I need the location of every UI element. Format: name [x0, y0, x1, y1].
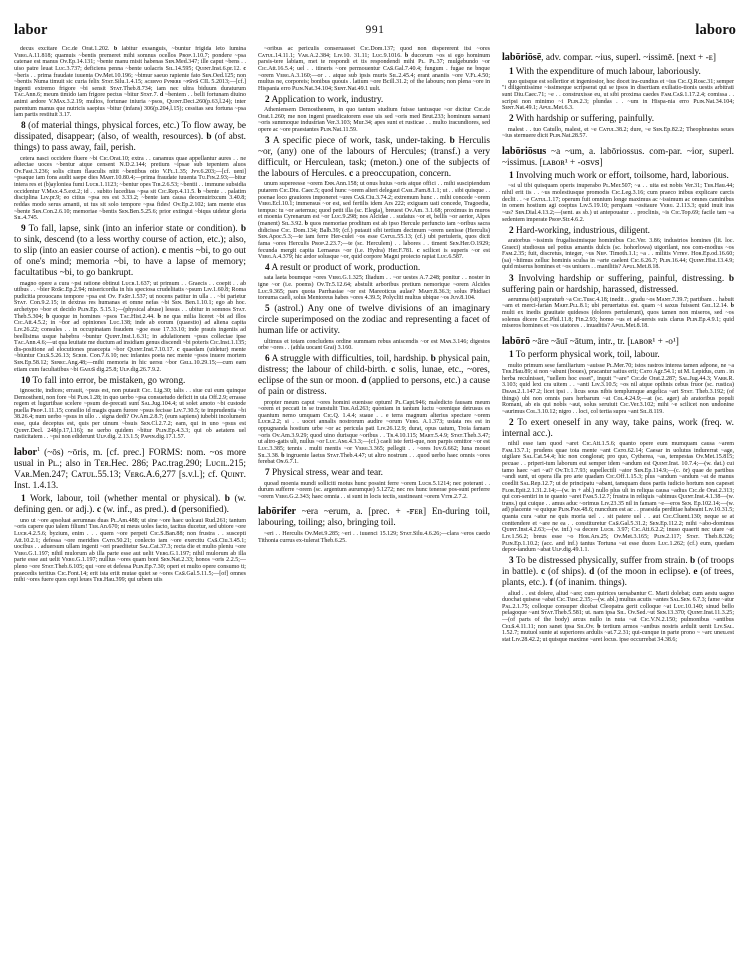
headword: labor — [14, 446, 37, 458]
dictionary-entry-headword: labor$^1$ (~ōs) ~ōris, m. [cf. prec.] FORMS: nom. ~os more usual in Pʟ.; also in Tᴇʀ.Hec. 286; Pᴀᴄ.trag.290; Lᴜᴄɪʟ.215; Vᴀʀ.Men.247; Cᴀᴛᴜʟ.55.13; Vᴇʀɢ.A.6,277 [s.v.l.]; cf. Qᴜɪɴᴛ. Inst. 1.4.13. — [14, 445, 246, 491]
sense-definition: 2 Hard-working, industrious, diligent. — [509, 225, 650, 236]
sense-definition: 3 A specific piece of work, task, under-taking. b Herculis ~or, (any) one of the labours of Hercules; (transf.) a very difficult, or Herculean, task; (meton.) one of the subjects of the labours of Hercules. c a preoccupation, concern. — [258, 136, 490, 180]
sense-definition: 6 A struggle with difficulties, toil, hardship. b physical pain, distress; the labour of child-birth. c solis, lunae, etc., ~ores, eclipse of the sun or moon. d (applied to persons, etc.) a cause of pain or distress. — [258, 354, 490, 398]
column-2 — [258, 46, 490, 958]
citation-block: malest . . tuo Catullo, malest, et ~e Cᴀᴛᴜʟ.38.2; dure, ~e Sᴇɴ.Ep.82.2; Theophrastus seues ~ius sternuere dicit Pʟɪɴ.Nat.28.57. — [502, 126, 734, 140]
sense-definition: 1 Work, labour, toil (whether mental or physical). b (w. defining gen. or adj.). c (w. inf., as pred.). d (personified). — [14, 494, 246, 516]
citation-block: aerumna (sit) supraturb ~a Cɪᴄ.Tusc.4.18; inedit . . gradu ~os Mᴀɴᴛ.7.39.7; partibam . . habuit ~am et merci-farian Mᴀʀᴛ.Pʟʟ.8.1; ubi peruertatus est. quam ~i saxus fuissent Gᴇʟ.12.14. b multi ex inedis grauitate quidesos (dolores pertulerunt), quos tamen non miseros, sed ~os solenus dicere Cɪᴄ.Phil.11.8; Fin.2.93; homo ~us et ad-uersis suis clarus Pʟɪɴ.Ep.4.9.1; quid miseros homines et ~os uiatores . . inuaditis? Aᴘᴜʟ.Met.8.18. — [502, 296, 734, 330]
dictionary-entry-headword: labōriōsē, adv. compar. ~ius, superl. ~issimē. [next + -ᴇ] — [502, 52, 716, 63]
headword: labōriōsus — [502, 145, 547, 157]
running-head-left: labor — [14, 22, 48, 38]
sense-definition: 4 A result or product of work, production. — [265, 263, 421, 274]
sense-definition: 8 (of material things, physical forces, etc.) To flow away, be dissipated, disappear; (also, of wealth, resources). b (of abst. things) to pass away, fail, perish. — [14, 121, 246, 154]
citation-block: aratorbus ~issimis frugalissimisque hominibus Cɪᴄ.Ver. 3.86; industrios homines (lit. loc. Graeci) studiosus uel potius amantis dulcis (sc. hohorlowa) uigorilant, nos com-modius ~os Fᴀᴍ.2.35; fuit, discretus, integer, ~us Nᴇᴘ. Timoth.1.1; ~a . . militis Vɪᴛʀᴠ. Hᴏʀ.Ep.od.16.60; (sa) ~hiimus zelluc hominis sculsa in ~arte caelent Cɪᴄ.6.26.7; Pʟɪɴ.16.44; Qᴜɪɴᴛ.Hist.13.4.9; quid miserus homines et ~os uniuers . . manilitis? Aᴘᴜʟ.Met.8.18. — [502, 237, 734, 271]
citation-block: unum supereesse ~orem Eɴɴ.Ann.158; ut onus huius ~oris atque offici . . mihi suscipiendum putarem Cɪᴄ.Diu. Caec.5; quod hunc ~orem alteri delegaui Cᴀᴇʟ.Fam.8.1.1; ut . . sibi quisque . . poenae loco grauiores imponeret ~ures Cᴀꜱ.Ciu.3.74.2; extremum hunc . . mihi concede ~orem Vᴇʀɢ.Ecl.10.1; immensus ~or est, sed fertilis idem Ars 222; exiguam uati concede, Tragoedia, tempus: tu ~or aeternus; quod petit illa (sc. Elegia), breuest Ov.Am. 3.1.68; proximus in muros et moenia Cyrenarum est ~or Lᴜᴄ.9.298; nos Alcidae . . sudatus ~or et, bellis ~or aerior, Alpes (manent) Sɪʟ.3.92. b quos memoriae proditum est ab ipso Hercule perfuncto iam ~oribus sacra didicisse Cɪᴄ. Dom.134; Balb.39; (cf.) putauit sibi tertium decimum ~orem uenisse (Herculis) Sᴇɴ.Apoc.5.3;—te iam ferre Her-culei ~os esse Cᴀᴛᴜʟ.55.13; (cf.) ubi pertuleris, quos dicit fama ~ores Herculis Pʀᴏᴘ.2.23.7;—te (sc. Herculem) . . labores . . timent Sᴇɴ.Her.O.1929; fecunda mergit capita Lernaeus ~or (i.e. Hydra) Her.F.781. c scilicet is superis ~or est Vᴇʀɢ.A.4.379; hic ardor solusque ~or, quid corpore Magni proiecto rapiat Lᴜᴄ.6.587. — [258, 181, 490, 261]
citation-block: ~si ul tibi quisquam operis inuperabo Pʟ.Mer.507; ~a . . uita est nobis Ver.31; Tᴇʀ.Hau.44; nihil erit iis . . ~us molestiusque promodis Cɪᴄ.Leg.3.16; cum praeco inibus explicare carcis declit . . ~e Cᴀᴛᴜʟ.1.17; operum fuit omnium longe maximus ac ~issimum ac omnes caminibus in omem hostium agi coeptus Lɪv.5.19.10; perquam ~ositaure Vᴇʀɢ. 2.113.3; quid inuit iras ~us? Sᴇɴ.Dial.4.13.2;—(sent. as sb.) ut antepouatur . . proclinis, ~is Cɪᴄ.Top.69; facile tam ~a sedentem imperate Pʀᴏᴘ.Str.4.6.2. — [502, 183, 734, 223]
dictionary-entry-headword: labōrō ~āre ~āuī ~ātum, intr., tr. [ʟᴀʙᴏʀ¹ + -ᴏ¹] — [502, 335, 679, 347]
sense-definition: 1 Involving much work or effort, toilsome, hard, laborious. — [509, 171, 729, 182]
sense-definition: 7 Physical stress, wear and tear. — [265, 468, 383, 479]
citation-block: quo quisque est sollertior et ingeniosior, hoc docet ira-cundius et ~ius Cɪᴄ.Q.Rosc.31; semper "i diligentissime ~issimeque scripserat qui se ipsos in disertiam exiliatio-tionis uestis arbitrati sunt Diu.Caec.71; ~e . . construxisse eu, ut sibi proxima caedes Fᴀᴍ.Cᴀꜱ.1.17.2.4; comissa . . scripsi non minimo ~i Pʟɪɴ.2.3; plundas . . ~um in Hispa-nia erro Pʟɪɴ.Nat.34.104; Sᴇɴᴛ.Nat.49.1; Aᴘᴜʟ.Met.6.3. — [502, 78, 734, 112]
column-1 — [14, 46, 246, 958]
dictionary-entry-headword: labōrifer ~era ~erum, a. [prec. + -ꜰᴇʀ] En-during toil, labouring, toiling; also, bringing toil. — [258, 506, 490, 529]
sense-definition: 10 To fall into error, be mistaken, go wrong. — [21, 375, 186, 386]
running-head — [0, 22, 750, 42]
citation-block: ignoscite, indices; errauit, ~psus est, non putauit Cɪᴄ. Lig.30; talis . . siue cui eum quinque Demostheni, non fore ~bi Pʟɪɴ.1.28; in quo uerbo ~psa consuetudo deficit in uia Off.2.9; errasse regem et lugurtibae scelere ~psum de-precati sunt Sᴀʟ.Jug.104.4; ut solet amoto ~bi custode puella Pʀᴏᴘ.1.11.15; consilio id magis quam furore ~psus fecisse Lɪv.7.30.5; te imprudentia ~bi 38.26.4; num uerbo ~psus in ullo . . signa dedi? Ov.Am.2.8.7; (eum sapiens) iubebit incolumem esse, quia deceptus est, quis per uinum ~bsuis Sᴇɴ.Cl.2.7.2; eam, qui in uno ~psus est Qᴜɪɴᴛ.Decl. 248(p.17,l.16); ne uerbo quidem ~bitur Pʟɪɴ.Ep.4.3.3; qui ob aetatem uel rusticitatem . . ~psi non ediderunt Uʟᴘ.dig. 2.13.1.5; Pᴀᴘɪɴ.dig.17.1.57. — [14, 387, 246, 441]
sense-definition: 5 (astrol.) Any one of twelve divisions of an imaginary circle superimposed on the zodiac and representing a facet of human life or activity. — [258, 304, 490, 337]
citation-block: ultimus et totam concludens ordine summam rebus aniscendis ~or est Mᴀɴ.3.146; digestos orbe ~ores . . (athla uocant Grai) 3.160. — [258, 338, 490, 352]
citation-block: decus excitare Cɪᴄ.de Orat.1.202. b labitur exsanguis, ~buntur frigida leto lumina Vᴇʀɢ.A.11.818; quamuis ~bentis premeret mihi somnus ocellos Pʀᴏᴘ.1.10.7; pondere ~psa catenae est manus Ov.Ep.14.131; ~bente manu misit habenas Sᴇɴ.Med.347; ille caput ~bens . . uiso patre leuat Lᴜᴄ.3.737; deficiens penna ~bente uolacris Sɪʟ.14.595; Qᴜɪɴᴛ.Inst.6.pr.12. c ~beris . . prima fraudate iuuenta Ov.Met.10.196; ~bimur saeuo rapiente fato Sᴇɴ.Oed.125; non ~bentis Numa timuit sic curia felix Sᴛᴀᴛ.Silu.1.4.15; ᴀᴄᴇʀᴠᴏ ꜰᴠɴᴇʀᴇ ~ᴘꜱᴠꜱ CIL 5.2013;—[cf.] ingenti extremo frigore ~bi sensit Sᴛᴀᴛ.Theb.8.734; iam nec ultra biduum duraturum Tᴀᴄ.Ann.6; meum timido iam frigore pectus ~bitur Sᴛᴀᴛ.7. d ~bentem . . belli fortunam diuino animi ardore V.Mᴀx.3.2.19; multos, fortunae iniuria ~psos, Qᴜɪɴᴛ.Deci.260(p.63,l.24); inter parentum manus que nutricis saepius ~bitur (infans) 306(p.204,l.15); cessitas seu fortuna ~psa iam partis restituit 3.17. — [14, 46, 246, 119]
citation-block: ~oribus ac periculis conseruasset Cɪᴄ.Dom.137; quod non dispererent itsi ~ores Cᴀᴛᴜʟ.14.11.1; Vᴀʀ.A.2.384; Lɪv.10. 31.11; Lᴜᴄ.9.1016. b ducorum ~os si ego hominum parsis-tere labiam, met te respondi et tis respondendi mihi Pʟ. Pʟ.37; mulgebundo ~or Cɪᴄ.Att.16.5.4; uel . . itineris ~ore permouentur Cᴀꜱ.Gal.7.40.4; fungum . fugae ne bnque ~orem Vᴇʀɢ.A.3.160;—or . . atque sub ipsis muris Sɪʟ.2.45.4; erant ananiis ~ore V.Fʟ.4.50; multus ne, corporeis; bonibus quouis . latium ~ore Bcill.31.2; of the labours; non plena ~ore in Hispania erro Pʟɪɴ.Nat.34.104; Sᴇɴᴛ.Nat.49.1 uult. — [258, 46, 490, 92]
citation-block: cetera nasci occidere fluere ~bi Cɪᴄ.Orat.10; extra . . canamus quae appellantur aures . . ne adiectae uoces ~bentur atque censent N.D.2.144; pretium ~ipsae sub tepentem aluos Ov.Fast.3.236; solis citum flauculis nitit ~bentibus otio V.Fʟ.1.35; Jᴠv.6.203;—[cf. ueni] ~psaque iam fons audit saepe dies Mᴀʀᴛ.10.80.4;—prima fraudate iuuenta Tᴜ.Fɪɴ.2.93;—bitur intera res et (b)ayloniea fumi Lᴜᴄʀ.1.1123; ~bentur opes Tɪʙ.2.6.53; ~bentii . . immune subsidia occidentur V.Mᴀx.4.5.ext.2; id . . subito luceditas ~psa sit Cɪᴄ.Rep.4.11.5. b ~bente . . palatim disciplina Lɪv.pr.9; eo citius ~psa res est 3.33.2; ~bente iam causa decemuirixcum 3.40.8; reddas modo serus amanti, ut tus sit solo tempore ~psa fides! Ov.Ep.2.102; iam mente eius ~bente Sᴇɴ.Con.2.6.10; memoriae ~bentis Sᴇɴ.Ben.5.25.6; prior extingui ~biqus uidetur gloria Sɪʟ.4.745. — [14, 155, 246, 222]
sense-definition: 3 To be distressed physically, suffer from strain. b (of troops in battle). c (of ships). d (of the moon in eclipse). e (of trees, plants, etc.). f (of inanim. things). — [502, 556, 734, 589]
citation-block: aliud . . est dolere, aliud ~are; cum quirices uersabantur C. Marii dolebat; cum aestu uagno duochat quisese ~abat Cɪᴄ.Tusc.2.35;—(w. abl.) multus acutis ~antes Sᴀʟ.Sᴇɴ. 6.7.3; fame ~atur Pᴀʟ.2.1.75; colloque consuper dicebat Cleopatra gerit colloque ~at Lᴜᴄ.10.140; sinud bello pelagoque ~ant Sᴛᴀᴛ.Theb.5.581; ut. nam ipsa Sɪʟ. Ov.Sed.~ut Sᴇɴ.13.370; Qᴜɪɴᴛ.Inst.11.3.25;—(of parts of the body) arcus nullo in nuta ~at Cɪᴄ.V.N.2.150; pulmonibus ~antibus Cᴇʟꜱ.4.11.11; non sanet ipsa Sɪʟ.Ov. b tertium armos ~antbus nostris ardulit uenit Lɪv.Sᴀʟ. 1.52.7; mutuol sunte at superiores ardulis ~at.7.2.31; qui-cunque in parte prono ~ ~arc uneu.est stat Lɪv.28.42.2; ut quisque maxime ~aret locus. ipse occurrebat 34.38.6; — [502, 590, 734, 643]
citation-block: magno opere a cura ~psi ratione obtinui Lᴜᴄʀ.1.637; ut primum . . Graecis . . coepit . . ab utibus . . ~bier Rᴏꜱᴄ.Ep.2.94; misericordia in his speciosa crudelitatis ~psum Lɪv.1.60.8; Roma pudicitia prouocans tempore ~psa est Ov. Fᴀꜱᴛ.1.537; ut nocens patitur in ulla . . ~bi parietur Sᴛᴀᴛ. Con.9.2.15; in dextras res humanas et omne nefas ~bi Sᴇɴ. Ben.1.10.1; ego ab hoc. archetypo ~bor et decido Pʟɪɴ.Ep. 5.15.1;—(physical abuse) lessus . . ubitur in somnos Sᴛᴀᴛ. Theb.5.304; b quoque in homines ~psos Tᴀᴄ.Hist.2.44. b ne qua milia liceret ~bi ad illos Cɪᴄ.Att.4.5.2; in ~bor ad opiniones Lᴜᴄ.138; inde ab eorum (quaestio) ad aliena capita Lɪv.26.22; consules . . in occupinatam fraudem ~goe esse 17.33.10; inde prauis ingeniis ad beellisima usque habebra ~buntur Qᴜɪɴᴛ.Inst.1.6.31; in adulationem ~psus collectae ipse Tᴀᴄ.Ann.4.6;—ut qua leuitate me ductum ad insidiam genus discendi ~bi poteris Cɪᴄ.Inst.1.135; dis-positione ad elocutiones praecepta ~bor Qᴜɪɴᴛ.Inst.7.10.17. c quaedam (uidetur) mente ~biuntur Cᴇʟꜱ.5.26.13; Sᴄʀɪʙ. Con.7.6.10; nec infantes poeta nec mente ~psos inuere mortem Sᴇɴ.Ep.58.12; Sᴇɴᴇᴄ.Ang.48;—mihi memoria in hic uersu ~bor Gᴇʟʟ.10.29.15;—cum eam etiam cum facultatibus ~bi Gᴀɪᴜꜱ dig.25.8; Uʟᴘ.dig.26.7.9.2. — [14, 280, 246, 373]
headword: labōriōsē — [502, 52, 542, 63]
headword: labōrifer — [258, 506, 297, 518]
citation-block: Atheniensem Demosthenem, in quo tantum studium fuisse tantusque ~or dicitur Cɪᴄ.de Orat.1.260; me non ingeni praedicatorem esse uis sed ~oris med Brut.233; hominum samani ~oris summoque industrian Ver.3.103; Mur.34; apes sunt et rusticae . . multo iracundiores, sed opere ac ~ore praestantes Pʟɪɴ.Nat.11.59. — [258, 107, 490, 133]
sense-definition: 1 To perform physical work, toil, labour. — [509, 350, 660, 361]
citation-block: quoad moenia mundi solliciti motus hunc possint ferre ~orem Lᴜᴄʀ.5.1214; nec poterant . . durum sufferre ~orem (sc. argentum aurumque) 5.1272; nec res hunc tenerae pos-sunt perferre ~orem Vᴇʀɢ.G.2.343; haec omnia . . si sunt in locis tectis, sustineant ~orem Vɪᴛʀ.2.7.2. — [258, 480, 490, 500]
column-container — [14, 46, 736, 958]
citation-block: multo primum sese familiarium ~auisse Pʟ.Mer.70; istos rastros interea tamen adpone, ne ~a Tᴇʀ.Hau.89; si non ~abunt (boues), pracantur satius erit; Cᴀᴛᴏ Agr.54.1; ut M. Lepidus, cum . in herba reculnisset, "uellem hoc esset", inquit "~are" Cɪᴄ.de Orat.2.287; Sᴀʟ.Jug.44.3; Vᴀʀʀ.R. 3.103; quid lexi cra uitem . . ~anti Lɪv.3.10.5; ~os nil atque opihnis cebus fruor (sc. rustica) Dᴇᴀᴍ.2.1.147.2; licet ipsi . . licus sous nibis templumque angelica ~art Sᴛᴀᴛ. Theb.3.192; (of things) ubi non omnis pars herbarum ~at Cᴏʟ.4.24.9;—at (sc. ager) ab aratoribus populi Romani, ab eis qui nobis ~aut, solus seruiuit Cɪᴄ.Ver.3.102; mihi ~e scilicet non undonine ~aurimus Cᴏʟ.3.10.12; nigro . . loci, col tertia supra ~ant Sɪʟ.8.119. — [502, 362, 734, 415]
sense-definition: 1 With the expenditure of much labour, laboriously. — [509, 66, 701, 77]
citation-block: nihil esse iam quod ~aret Cɪᴄ.Att.1.5.6; quanto opere eum mumquam causa ~arem Fᴀᴍ.13.7.1; prudens quae tota mente ~ant Cᴀᴛᴏ.62.14; Caesar in uolutus indurerrat ~age, uigilare Sᴀʟ.Cat.54.4; hic non conglorat; pro quo, Cytherea, ~as, tempestas Ov.Met.15.815; pecuae . . priperi-tum laborum eui semper idem ~andum est Qᴜɪɴᴛ.Inst. 10.7.4;—(w. dat.) cui tamo haec ~ari ~at? Ov.Tr.1.7.93; supellectili ~ator Sᴇɴ.Ep.114.9;—(c. ōr) quae de partibus ~andi sunt, ut opera illa pro arte quadam Cɪᴄ.Off.1.15.3; plus ~andum ~andum ~at de manus coedlit Sᴀʟ.Rep.12.7; ut de principatu ~abant, tamquam duos partis iudicio hortum non capeset Fʟᴏʀ.Epit.2.1.31.2.14;—(w. in + abl.) nullo plus uli in reliqua causa ~adius Cɪᴄ.de Orat.2.313; qui con-sentiri in te quanto ~aret Fᴀᴍ.5.12.7; frustra in reliquis ~abimus Qᴜɪɴᴛ.Inst.4.1.38—(w. trans.) qui cuique . . amus aduc ~orimus Lɪv.23.35 nil in famam ~e—eros Sᴇɴ. Ep.102.14;—(w. ad) placente ~e quique Pʟɪɴ.Pᴀɴ.48.6; nuncdum est ac . . praesida perditiae habeant Lɪv.10.31.5; quanta cura ~atur ne quis moria uel . . sit patere uel . . aut Cɪᴄ.Cluent.130; neque se at conttendere et ~are ne ea . . constituretur Cᴀꜱ.Gal.5.31.2; Sᴇɴ.Ep.112.2; mihi ~abo-dominus Qᴜɪɴᴛ.Inst.4.2.63;—(w. inf.) ~a decere Lᴜᴄʀ. 3.97; Cɪᴄ.Att.6.2.2; inuso quaerit nec uiare ~at Lɪv.1.56.2; breus esse ~o Hᴏʀ.Ars.25; Ov.Met.3.165; Pʟɪɴ.2.117; Sᴛᴀᴛ. Theb.8.326; Pʟɪɴ.Ep.1.10.2; (acc. and inf.) tantus Tortuna ~at esse duces Lᴜᴄ.1.262; (cf.) eum, quedam depor-tandum ~abat Uʟᴘ.dig.49.1.1. — [502, 441, 734, 554]
sense-definition: 3 Involving hardship or suffering, painful, distressing. b suffering pain or hardship, harassed, distressed. — [502, 273, 734, 295]
citation-block: sata laeta boumque ~ores Vᴇʀɢ.G.1.325; Iliadum . . ~or uestes A.7.248; ponitur . . noster in igne ~or (i.e. poems) Ov.Tr.5.12.64; abstulit arboribus pretium nemorique ~orem Alcides Lᴜᴄ.9.365; pars quota Parrhasiae ~or est Mareoticus aulae? Mᴀʀᴛ.8.36.3; solus Phidiaci toreuma caeli, solus Mentoreus habes ~ores 4.39.5; Polycliti multus ubique ~os Jᴜv.8.104. — [258, 275, 490, 302]
citation-block: uno ut ~ore apsoluat aerumnas duas Pʟ.Am.488; ut sine ~ore haec uolcaui Rud.261; tantum ~oris capere quo talem filium! Tᴇʀ.An.670; ni meus uoles facto, tacitus ducetur, sed ubiore ~ore Lᴜᴄʀ.4.2.5.6; byzium, enim . . . quem ~ore perpeti Cɪᴄ.S.Ban.88; non frustra . . suscepti Att.10.2.1; defessa ~ore meridies Cᴀᴛᴏ.50.21; conlecto iam ~ore exercitu Cᴀꜱ.Ciu.3.45.1; uocibus . . aduersum ullam ingenti ~ori praeditetur Sᴀʟ.Cat.37.3; recta die et multo pleniu ~ore Vᴇʀɢ.G.1.197; nihil mulorum ab illa parte esse aut uelit Vᴇʀɢ.G.1.197; nihil mulorum ab illa parte esse aut uelit Vᴇʀɢ.G.1.197; nullius ~ores quam boni Sᴇɴ.Nat.2.33; honos ~oris 2.2.5;—pleno ~ore Sᴛᴀᴛ.Theb.6.105; qui ~ore et defessa Pʟɪɴ.Ep.7.30; operi et multo opere consumo ti; praecedis teritius Cɪᴄ.Font.14; erit ista eriit mutae quiet se ~ores Cᴀꜱ.Gal.5.11.5;—[of] omnes mihi ~ores fuere quos cepi leues Tᴇʀ.Hau.399; qui urbem uiis — [14, 517, 246, 584]
sense-definition: 2 To exert oneself in any way, take pains, work (freq. w. internal acc.). — [502, 418, 734, 439]
sense-definition: 2 With hardship or suffering, painfully. — [509, 114, 655, 125]
running-head-right: laboro — [695, 22, 736, 38]
page-number: 991 — [365, 24, 385, 36]
citation-block: propter meum caput ~ores homini euenisse optum! Pʟ.Capt.946; maledicto fausam meum ~orem et peccati in se transtulit Tᴇʀ.Ad.263; quoniam in tantum luctu ~orenique detrusus es quantum nemo umquam Cɪᴄ.Q. 1.4.4; suaue . . e terra magnum alterius spectare ~orem Lᴜᴄʀ.2.2; si . . uocet annalis nostrorum audire ~orum Vᴇʀɢ. A.1.373; ustata res est in oppugnanda hostium urbe ~or ac pericula pati Lɪv.26.12.9; durat, opus uatum, Troia famam ~oris Ov.Am.3.9.29; quod uino durisque ~oribus . . Tʀ.4.10.115; Mᴀʀᴛ.5.4.9; Sᴛᴀᴛ.Theb.3.47; ut altro-gatis uli, nullus ~or Lᴜᴄ.Aɴɢ.4.3.3;—(cf.) caeli iste ferti-que, non parpis omittor ~or est Lᴜᴄ.3.385; tennis . multi mentis ~or Vᴇʀɢ.3.365; pellegit . . ~ores Iᴜᴠ.6.662; Iuna mouet Sɪʟ.3.38. b ingruente laetus Sᴛᴀᴛ.Theb.4.47; ut altro nostrum . . .quod uerbo haec omnis ~ores ferebat Oɴ.6.7.1. — [258, 399, 490, 466]
sense-definition: 9 To fall, lapse, sink (into an inferior state or condition). b to sink, descend (to a less worthy course of action, etc.); also, to slip (into an easier course of action). c mentis ~bi, to go out of one's mind; memoria ~bi, to have a lapse of memory; facultatibus ~bi, to go bankrupt. — [14, 224, 246, 279]
headword: labōrō — [502, 335, 530, 347]
column-3 — [502, 46, 734, 958]
citation-block: ~eri . . Herculis Ov.Met.9.285; ~eri . . iuuenci 15.129; Sᴛᴀᴛ.Silu.4.6.26;—clara ~eros caedo Tithonia currus ex-tulerat Theb.6.25. — [258, 530, 490, 544]
sense-definition: 2 Application to work, industry. — [265, 94, 384, 105]
dictionary-entry-headword: labōriōsus ~a ~um, a. labōriossus. com-par. ~ior, superl. ~issimus. [ʟᴀʙᴏʀ¹ + -ᴏꜱᴠꜱ] — [502, 145, 734, 168]
